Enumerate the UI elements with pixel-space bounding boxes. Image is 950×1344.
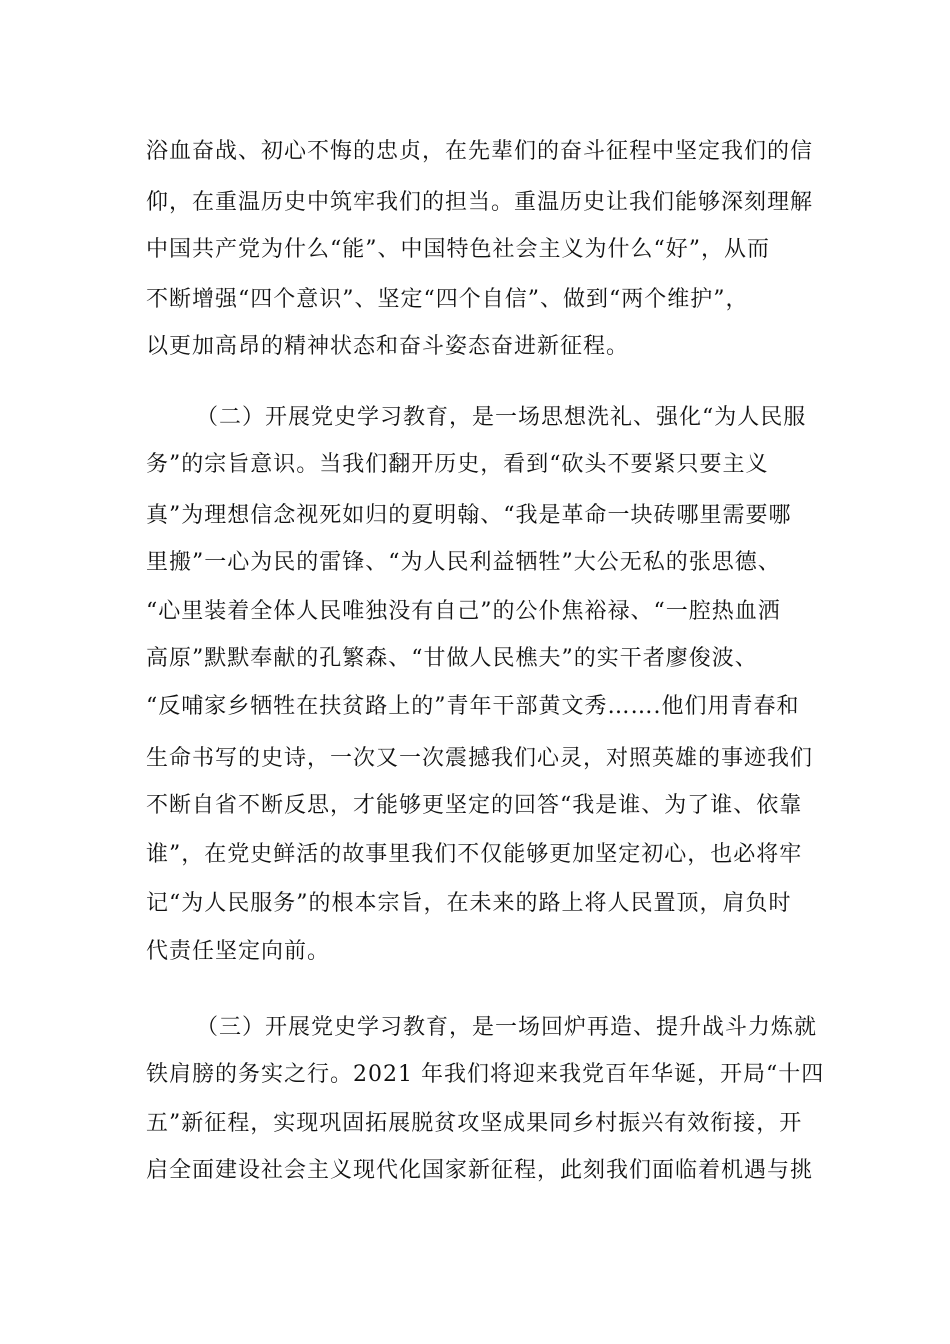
paragraph-line: 仰，在重温历史中筑牢我们的担当。重温历史让我们能够深刻理解: [146, 190, 814, 215]
paragraph-line: “反哺家乡牺牲在扶贫路上的”青年干部黄文秀…….他们用青春和: [146, 694, 800, 719]
paragraph-line: 中国共产党为什么“能”、中国特色社会主义为什么“好”，从而: [146, 237, 770, 262]
paragraph-line: 五”新征程，实现巩固拓展脱贫攻坚成果同乡村振兴有效衔接，开: [146, 1111, 803, 1136]
paragraph-line: 浴血奋战、初心不悔的忠贞，在先辈们的奋斗征程中坚定我们的信: [146, 139, 814, 164]
paragraph-line: 不断自省不断反思，才能够更坚定的回答“我是谁、为了谁、依靠: [146, 793, 803, 818]
paragraph-line: 铁肩膀的务实之行。2021 年我们将迎来我党百年华诞，开局“十四: [146, 1062, 825, 1087]
paragraph-line: 真”为理想信念视死如归的夏明翰、“我是革命一块砖哪里需要哪: [146, 503, 792, 528]
paragraph-line: 谁”，在党史鲜活的故事里我们不仅能够更加坚定初心，也必将牢: [146, 842, 803, 867]
paragraph-line: （三）开展党史学习教育，是一场回炉再造、提升战斗力炼就: [196, 1015, 818, 1040]
paragraph-line: 务”的宗旨意识。当我们翻开历史，看到“砍头不要紧只要主义: [146, 452, 769, 477]
paragraph-line: 里搬”一心为民的雷锋、“为人民利益牺牲”大公无私的张思德、: [146, 550, 781, 575]
paragraph-line: 不断增强“四个意识”、坚定“四个自信”、做到“两个维护”，: [146, 287, 749, 312]
paragraph-line: 记“为人民服务”的根本宗旨，在未来的路上将人民置顶，肩负时: [146, 891, 792, 916]
paragraph-line: 以更加高昂的精神状态和奋斗姿态奋进新征程。: [146, 334, 630, 359]
paragraph-line: “心里装着全体人民唯独没有自己”的公仆焦裕禄、“一腔热血洒: [146, 599, 781, 624]
paragraph-line: （二）开展党史学习教育，是一场思想洗礼、强化“为人民服: [196, 405, 807, 430]
paragraph-line: 启全面建设社会主义现代化国家新征程，此刻我们面临着机遇与挑: [146, 1158, 814, 1183]
paragraph-line: 代责任坚定向前。: [146, 939, 331, 964]
paragraph-line: 生命书写的史诗，一次又一次震撼我们心灵，对照英雄的事迹我们: [146, 746, 814, 771]
paragraph-line: 高原”默默奉献的孔繁森、“甘做人民樵夫”的实干者廖俊波、: [146, 646, 758, 671]
